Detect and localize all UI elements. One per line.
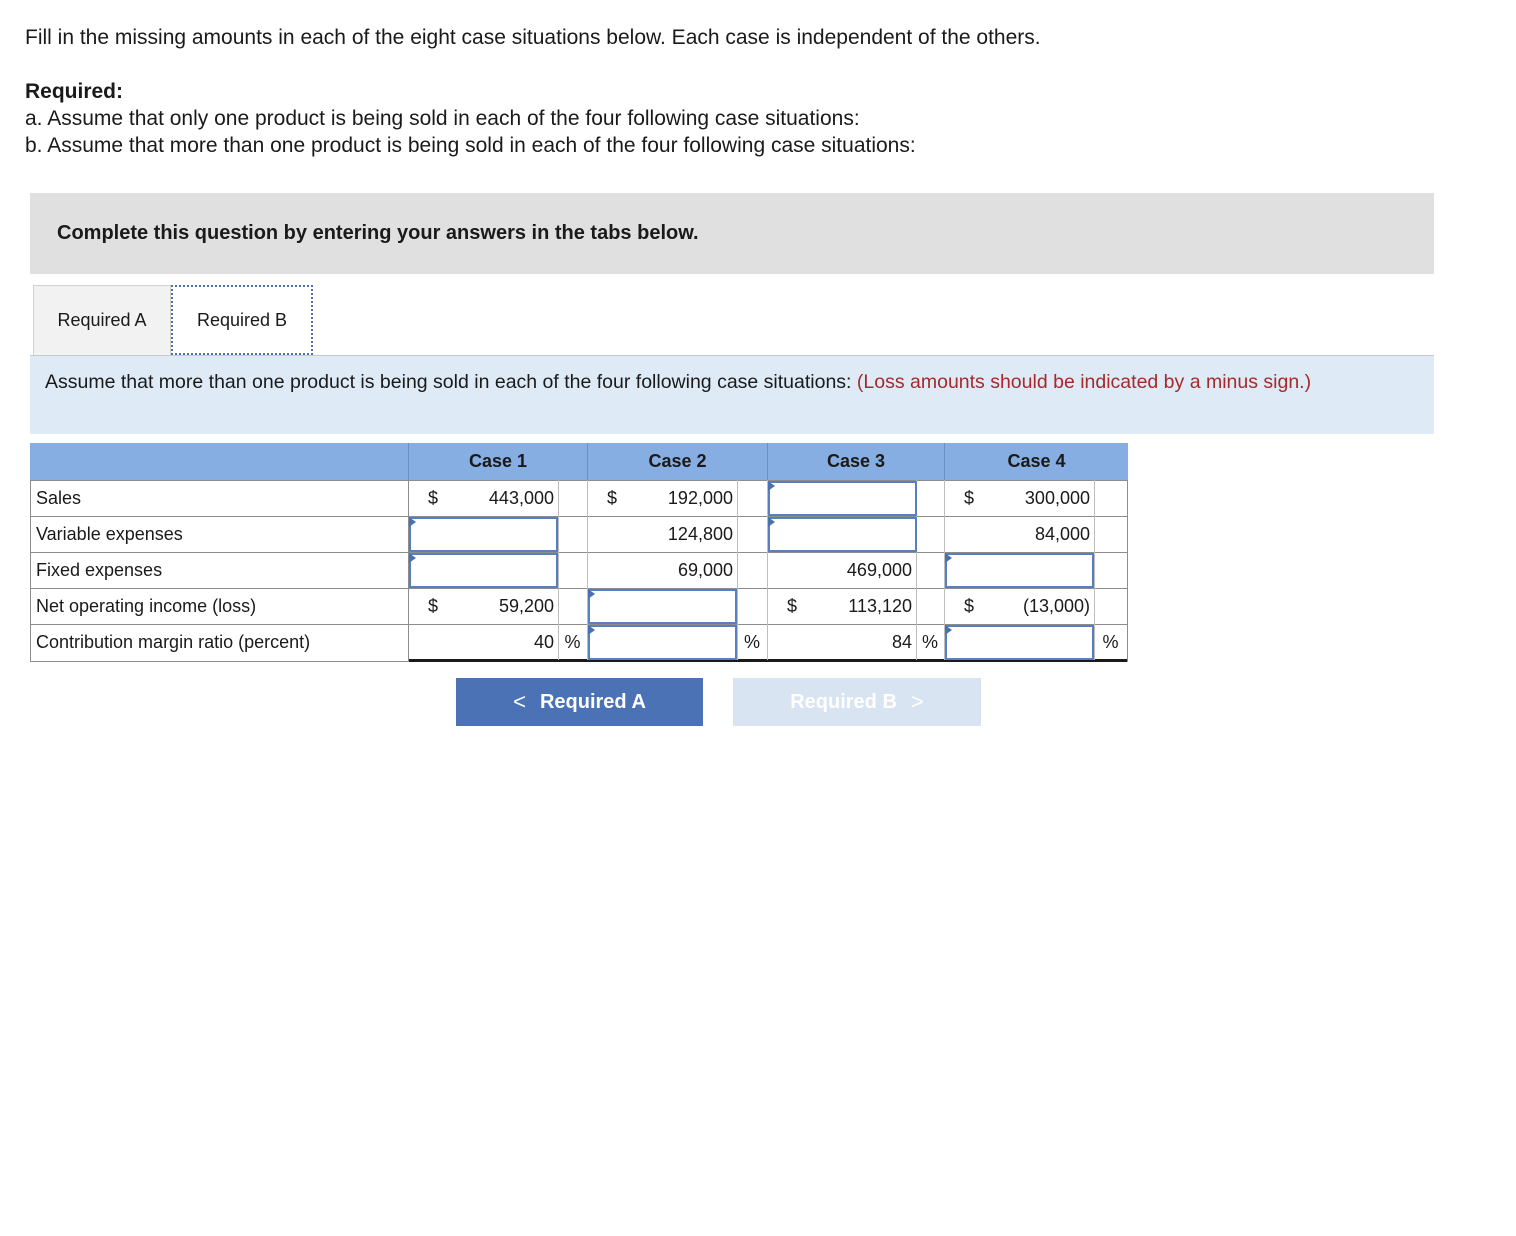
percent-symbol: % [743, 631, 760, 652]
case-4-variable-expenses: 84,000 [1034, 523, 1090, 544]
header-case-2: Case 2 [587, 443, 767, 480]
input-marker [588, 625, 595, 635]
case-4-fixed-expenses-input[interactable] [945, 553, 1094, 588]
required-block [25, 78, 916, 159]
input-marker [945, 625, 952, 635]
required-a-text: a. Assume that only one product is being sold in each of the four following case situations: [25, 107, 860, 130]
percent-symbol: % [564, 631, 581, 652]
header-case-1: Case 1 [408, 443, 587, 480]
case-1-variable-expenses-input[interactable] [409, 517, 558, 552]
instructions-banner [30, 193, 1434, 274]
currency-symbol: $ [427, 487, 438, 508]
row-label-fixed-expenses: Fixed expenses [36, 559, 163, 580]
header-case-3: Case 3 [767, 443, 944, 480]
case-3-fixed-expenses: 469,000 [846, 559, 912, 580]
case-1-fixed-expenses-input[interactable] [409, 553, 558, 588]
input-marker [768, 517, 775, 527]
case-2-fixed-expenses: 69,000 [677, 559, 733, 580]
case-3-net-operating-income: 113,120 [848, 595, 912, 616]
row-label-net-operating-income: Net operating income (loss) [36, 595, 257, 616]
tab-required-a[interactable]: Required A [33, 285, 171, 355]
case-3-contribution-margin-ratio: 84 [891, 631, 912, 652]
loss-note: (Loss amounts should be indicated by a minus sign.) [856, 371, 1312, 393]
currency-symbol: $ [606, 487, 617, 508]
tab-bar [33, 285, 313, 355]
currency-symbol: $ [963, 595, 974, 616]
currency-symbol: $ [786, 595, 797, 616]
case-2-sales: 192,000 [667, 487, 733, 508]
case-table [30, 443, 1128, 662]
instruction-box [30, 356, 1434, 434]
input-marker [409, 553, 416, 563]
input-marker [588, 589, 595, 599]
currency-symbol: $ [963, 487, 974, 508]
currency-symbol: $ [427, 595, 438, 616]
row-label-sales: Sales [36, 487, 82, 508]
chevron-left-icon: < [513, 689, 526, 714]
case-4-sales: 300,000 [1024, 487, 1090, 508]
next-required-b-button[interactable] [733, 678, 981, 726]
case-1-contribution-margin-ratio: 40 [533, 631, 554, 652]
input-marker [409, 517, 416, 527]
input-marker [945, 553, 952, 563]
case-3-variable-expenses-input[interactable] [768, 517, 917, 552]
header-case-4: Case 4 [944, 443, 1128, 480]
input-marker [768, 481, 775, 491]
required-title: Required: [25, 80, 124, 103]
case-2-net-operating-income-input[interactable] [588, 589, 737, 624]
case-1-net-operating-income: 59,200 [498, 595, 554, 616]
case-4-contribution-margin-ratio-input[interactable] [945, 625, 1094, 660]
percent-symbol: % [921, 631, 938, 652]
case-1-sales: 443,000 [488, 487, 554, 508]
row-label-contribution-margin-ratio: Contribution margin ratio (percent) [36, 631, 311, 652]
header-blank [30, 443, 408, 480]
case-4-net-operating-income: (13,000) [1022, 595, 1090, 616]
percent-symbol: % [1102, 631, 1119, 652]
required-b-text: b. Assume that more than one product is being sold in each of the four following case situations: [25, 134, 916, 157]
case-2-contribution-margin-ratio-input[interactable] [588, 625, 737, 660]
case-3-sales-input[interactable] [768, 481, 917, 516]
intro-text: Fill in the missing amounts in each of the eight case situations below. Each case is independent of the others. [25, 26, 1041, 49]
tab-required-b[interactable]: Required B [171, 285, 313, 355]
instruction-text: Assume that more than one product is being sold in each of the four following case situations: [45, 371, 852, 393]
prev-button-label: Required A [539, 690, 646, 713]
banner-text: Complete this question by entering your answers in the tabs below. [57, 222, 699, 244]
chevron-right-icon: > [910, 689, 924, 714]
next-button-label: Required B [790, 690, 897, 713]
row-label-variable-expenses: Variable expenses [36, 523, 183, 544]
case-2-variable-expenses: 124,800 [667, 523, 733, 544]
prev-required-a-button[interactable] [456, 678, 703, 726]
